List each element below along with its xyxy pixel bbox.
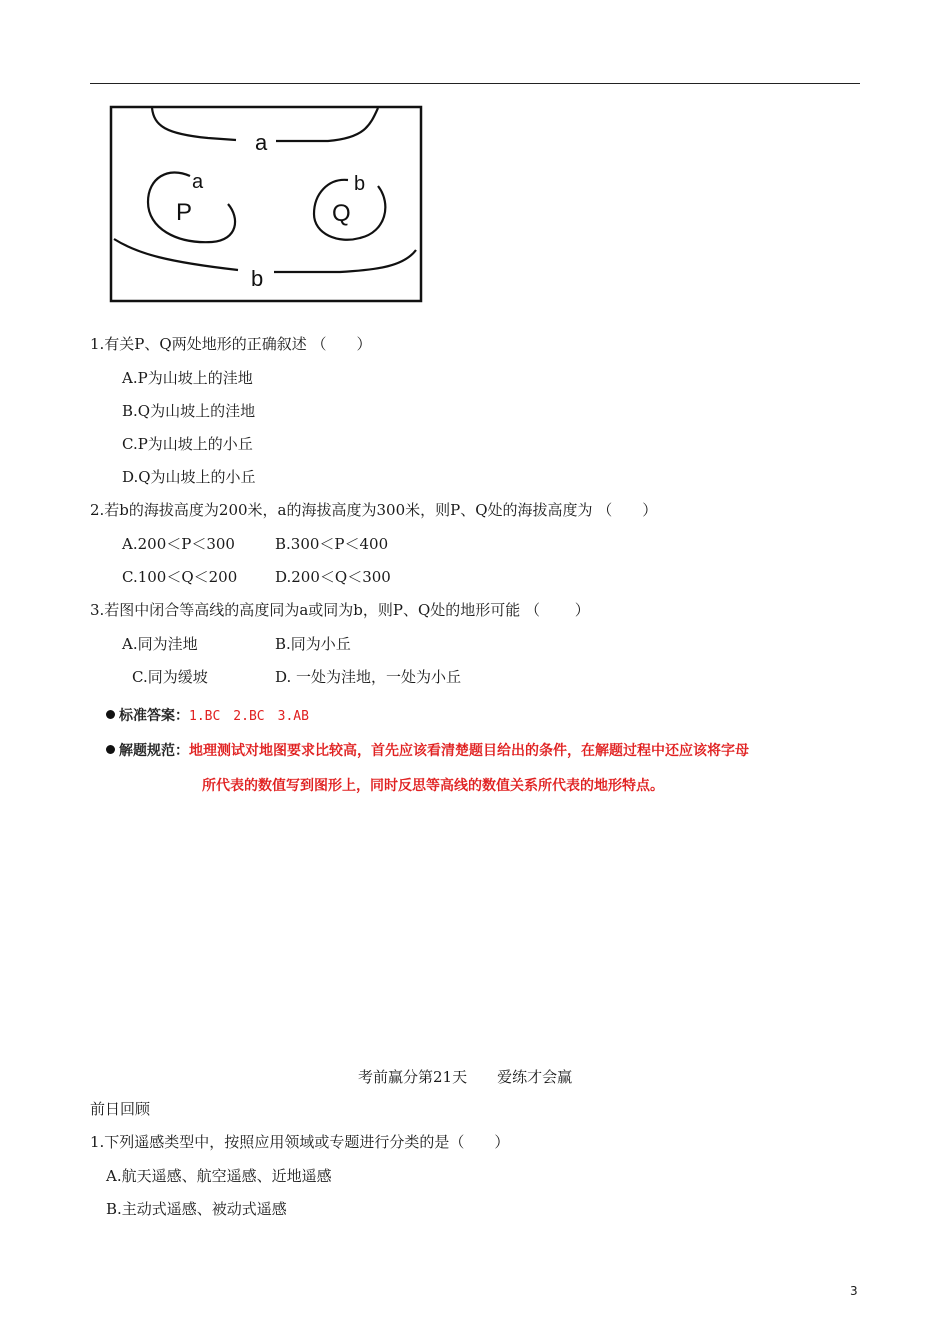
point-p-label: P bbox=[176, 199, 193, 226]
solution-guideline-line-1: 地理测试对地图要求比较高，首先应该看清楚题目给出的条件，在解题过程中还应该将字母 bbox=[189, 743, 749, 759]
question-1-option-a: A.P为山坡上的洼地 bbox=[122, 369, 253, 387]
contour-label-bottom: b bbox=[251, 266, 264, 291]
question-3-option-b: B.同为小丘 bbox=[275, 635, 351, 653]
standard-answer-label: 标准答案： bbox=[119, 708, 189, 724]
solution-guideline bbox=[106, 740, 749, 761]
standard-answer-values: 1.BC 2.BC 3.AB bbox=[189, 709, 309, 724]
standard-answer bbox=[106, 705, 309, 727]
question-3-stem: 3.若图中闭合等高线的高度同为a或同为b，则P、Q处的地形可能 （ ） bbox=[90, 601, 590, 619]
header-rule bbox=[90, 83, 860, 84]
question-3-option-c: C.同为缓坡 bbox=[132, 668, 208, 686]
question-1-option-c: C.P为山坡上的小丘 bbox=[122, 435, 253, 453]
solution-guideline-line-2: 所代表的数值写到图形上，同时反思等高线的数值关系所代表的地形特点。 bbox=[202, 778, 664, 794]
review-question-1-option-a: A.航天遥感、航空遥感、近地遥感 bbox=[106, 1167, 332, 1185]
bullet-icon bbox=[106, 710, 115, 719]
question-1-option-b: B.Q为山坡上的洼地 bbox=[122, 402, 256, 420]
question-3-option-d: D. 一处为洼地，一处为小丘 bbox=[275, 668, 462, 686]
contour-label-p-ring: a bbox=[192, 171, 204, 193]
review-question-1-stem: 1.下列遥感类型中，按照应用领域或专题进行分类的是（ ） bbox=[90, 1133, 510, 1151]
question-1-stem: 1.有关P、Q两处地形的正确叙述 （ ） bbox=[90, 335, 372, 353]
question-2-option-a: A.200＜P＜300 bbox=[122, 535, 235, 553]
contour-label-q-ring: b bbox=[354, 173, 366, 195]
question-1-option-d: D.Q为山坡上的小丘 bbox=[122, 468, 256, 486]
question-2-option-d: D.200＜Q＜300 bbox=[275, 568, 391, 586]
bullet-icon bbox=[106, 745, 115, 754]
contour-map bbox=[108, 104, 424, 304]
question-2-option-c: C.100＜Q＜200 bbox=[122, 568, 238, 586]
point-q-label: Q bbox=[332, 200, 351, 227]
section-title: 考前赢分第21天 爱练才会赢 bbox=[358, 1068, 573, 1086]
question-3-option-a: A.同为洼地 bbox=[122, 635, 198, 653]
question-2-option-b: B.300＜P＜400 bbox=[275, 535, 389, 553]
page-number: 3 bbox=[850, 1284, 858, 1298]
review-question-1-option-b: B.主动式遥感、被动式遥感 bbox=[106, 1200, 287, 1218]
solution-guideline-label: 解题规范： bbox=[119, 743, 189, 759]
contour-label-top: a bbox=[255, 130, 268, 155]
section-subtitle: 前日回顾 bbox=[90, 1100, 151, 1118]
question-2-stem: 2.若b的海拔高度为200米，a的海拔高度为300米，则P、Q处的海拔高度为 （ ） bbox=[90, 501, 658, 519]
